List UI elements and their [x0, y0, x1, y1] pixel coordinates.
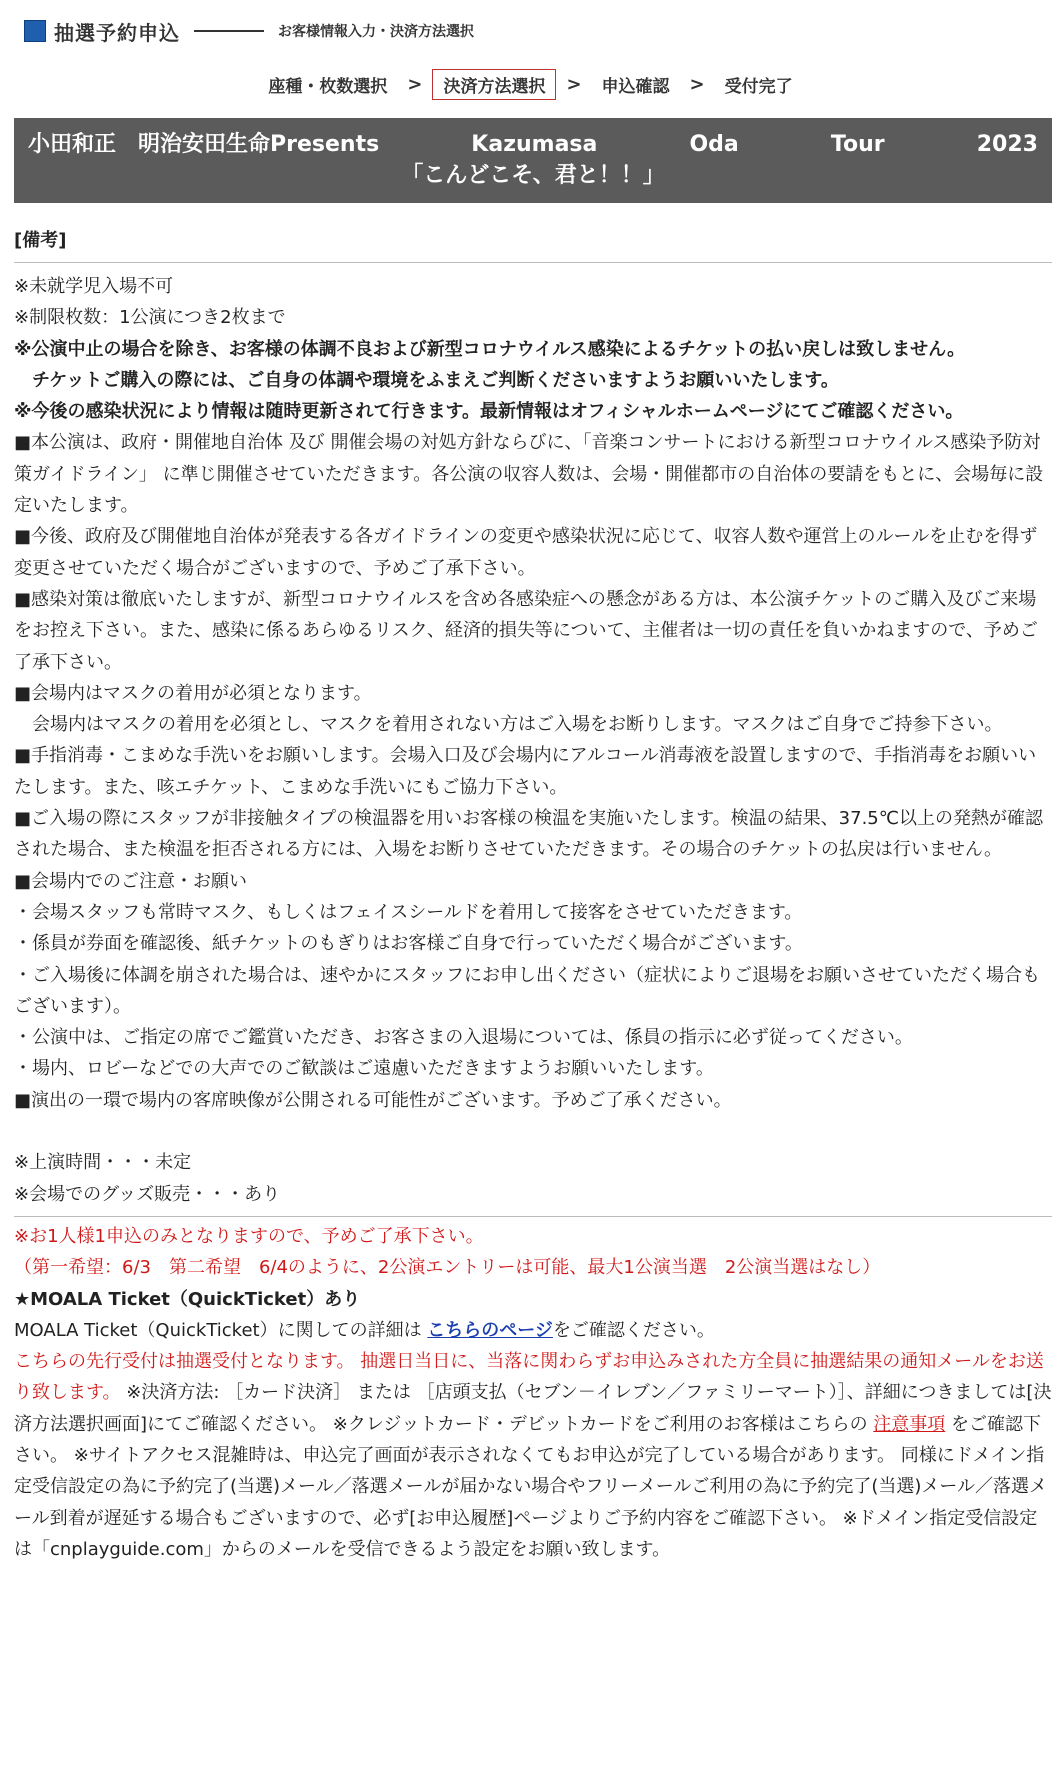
step-separator: > [407, 73, 423, 95]
remark-line: ■感染対策は徹底いたしますが、新型コロナウイルスを含め各感染症への懸念がある方は、本公演チケットのご購入及びご来場をお控え下さい。また、感染に係るあらゆるリスク、経済的損失等について、主催者は一切の責任を負いかねますので、予めご了承下さい。 [14, 588, 1038, 673]
step-payment-selection: 決済方法選択 [432, 69, 556, 100]
header-divider-line [194, 30, 264, 32]
remark-line: ・係員が券面を確認後、紙チケットのもぎりはお客様ご自身で行っていただく場合がございます。 [14, 933, 803, 955]
lottery-notice-paragraph: こちらの先行受付は抽選受付となります。 抽選日当日に、当落に関わらずお申込みされた方全員に抽選結果の通知メールをお送り致します。 ※決済方法: ［カード決済］ または ［店頭支払（セブン－イレブン／ファミリーマート）］、詳細につきましては[決済方法選択画面]にてご確認ください。 ※クレジットカード・デビットカードをご利用のお客様はこちらの 注意事項 をご確認下さい。 ※サイトアクセス混雑時は、申込完了画面が表示されなくてもお申込が完了している場合があります。 同様にドメイン指定受信設定の為に予約完了(当選)メール／落選メールが届かない場合やフリーメールご利用の為に予約完了(当選)メール／落選メール到着が遅延する場合もございますので、必ず[お申込履歴]ページよりご予約内容をご確認下さい。 ※ドメイン指定受信設定は「cnplayguide.com」からのメールを受信できるよう設定をお願い致します。 [14, 1351, 1052, 1560]
moala-details-link[interactable]: こちらのページ [427, 1319, 553, 1341]
page-title: 抽選予約申込 [54, 20, 180, 45]
remark-line: ※未就学児入場不可 [14, 276, 174, 297]
step-seat-selection: 座種・枚数選択 [268, 76, 388, 97]
remark-line: ※上演時間・・・未定 [14, 1152, 192, 1174]
remark-line: チケットご購入の際には、ご自身の体調や環境をふまえご判断くださいますようお願いいたします。 [14, 369, 839, 391]
event-title-line1: 小田和正 明治安田生命Presents Kazumasa Oda Tour 2023 [28, 132, 1038, 157]
caution-link[interactable]: 注意事項 [873, 1413, 946, 1435]
notice-entry-rule: （第一希望：6/3 第二希望 6/4のように、2公演エントリーは可能、最大1公演当選 2公演当選はなし） [14, 1257, 881, 1279]
remark-line: ■演出の一環で場内の客席映像が公開される可能性がございます。予めご了承ください。 [14, 1089, 732, 1111]
step-confirmation: 申込確認 [601, 76, 670, 97]
page-header [24, 14, 474, 48]
main-content [14, 226, 1052, 1565]
remark-line: 会場内はマスクの着用を必須とし、マスクを着用されない方はご入場をお断りします。マスクはご自身でご持参下さい。 [14, 714, 1003, 736]
section-divider [14, 1216, 1052, 1217]
remarks-heading: [備考] [14, 226, 1052, 263]
remark-line: ■会場内はマスクの着用が必須となります。 [14, 682, 372, 704]
remark-line: ■会場内でのご注意・お願い [14, 870, 248, 892]
page-subtitle: お客様情報入力・決済方法選択 [278, 24, 474, 40]
blank-line [14, 1116, 1052, 1147]
remark-line: ■手指消毒・こまめな手洗いをお願いします。会場入口及び会場内にアルコール消毒液を設置しますので、手指消毒をお願いいたします。また、咳エチケット、こまめな手洗いにもご協力下さい。 [14, 745, 1037, 798]
step-separator: > [689, 73, 705, 95]
moala-info: MOALA Ticket（QuickTicket）に関しての詳細は こちらのページをご確認ください。 [14, 1319, 715, 1341]
remark-line: ・公演中は、ご指定の席でご鑑賞いただき、お客さまの入退場については、係員の指示に必ず従ってください。 [14, 1027, 913, 1049]
remarks-body [14, 263, 1052, 1210]
remark-line: ■ご入場の際にスタッフが非接触タイプの検温器を用いお客様の検温を実施いたします。検温の結果、37.5℃以上の発熱が確認された場合、また検温を拒否される方には、入場をお断りさせていただきます。その場合のチケットの払戻は行いません。 [14, 808, 1043, 861]
remark-line: ・場内、ロビーなどでの大声でのご歓談はご遠慮いただきますようお願いいたします。 [14, 1058, 714, 1080]
progress-steps [0, 66, 1061, 102]
step-separator: > [566, 73, 582, 95]
remark-line: ※制限枚数：1公演につき2枚まで [14, 307, 286, 329]
remark-line: ・ご入場後に体調を崩された場合は、速やかにスタッフにお申し出ください（症状によりご退場をお願いさせていただく場合もございます）。 [14, 964, 1040, 1017]
notice-one-per-person: ※お1人様1申込のみとなりますので、予めご了承下さい。 [14, 1225, 484, 1247]
moala-heading: ★MOALA Ticket（QuickTicket）あり [14, 1288, 361, 1310]
remark-line: ■今後、政府及び開催地自治体が発表する各ガイドラインの変更や感染状況に応じて、収容人数や運営上のルールを止むを得ず変更させていただく場合がございますので、予めご了承下さい。 [14, 526, 1038, 579]
remark-line: ・会場スタッフも常時マスク、もしくはフェイスシールドを着用して接客をさせていただきます。 [14, 901, 803, 923]
step-complete: 受付完了 [724, 76, 793, 97]
square-bullet-icon [24, 20, 46, 42]
event-title-bar [14, 118, 1052, 203]
remark-line: ※会場でのグッズ販売・・・あり [14, 1183, 281, 1205]
remark-line: ■本公演は、政府・開催地自治体 及び 開催会場の対処方針ならびに、「音楽コンサートにおける新型コロナウイルス感染予防対策ガイドライン」 に準じ開催させていただきます。各公演の収容人数は、会場・開催都市の自治体の要請をもとに、会場毎に設定いたします。 [14, 432, 1044, 517]
remark-line: ※今後の感染状況により情報は随時更新されて行きます。最新情報はオフィシャルホームページにてご確認ください。 [14, 401, 964, 423]
remark-line: ※公演中止の場合を除き、お客様の体調不良および新型コロナウイルス感染によるチケットの払い戻しは致しません。 [14, 338, 966, 360]
event-title-line2: 「こんどこそ、君と！！」 [401, 163, 665, 188]
